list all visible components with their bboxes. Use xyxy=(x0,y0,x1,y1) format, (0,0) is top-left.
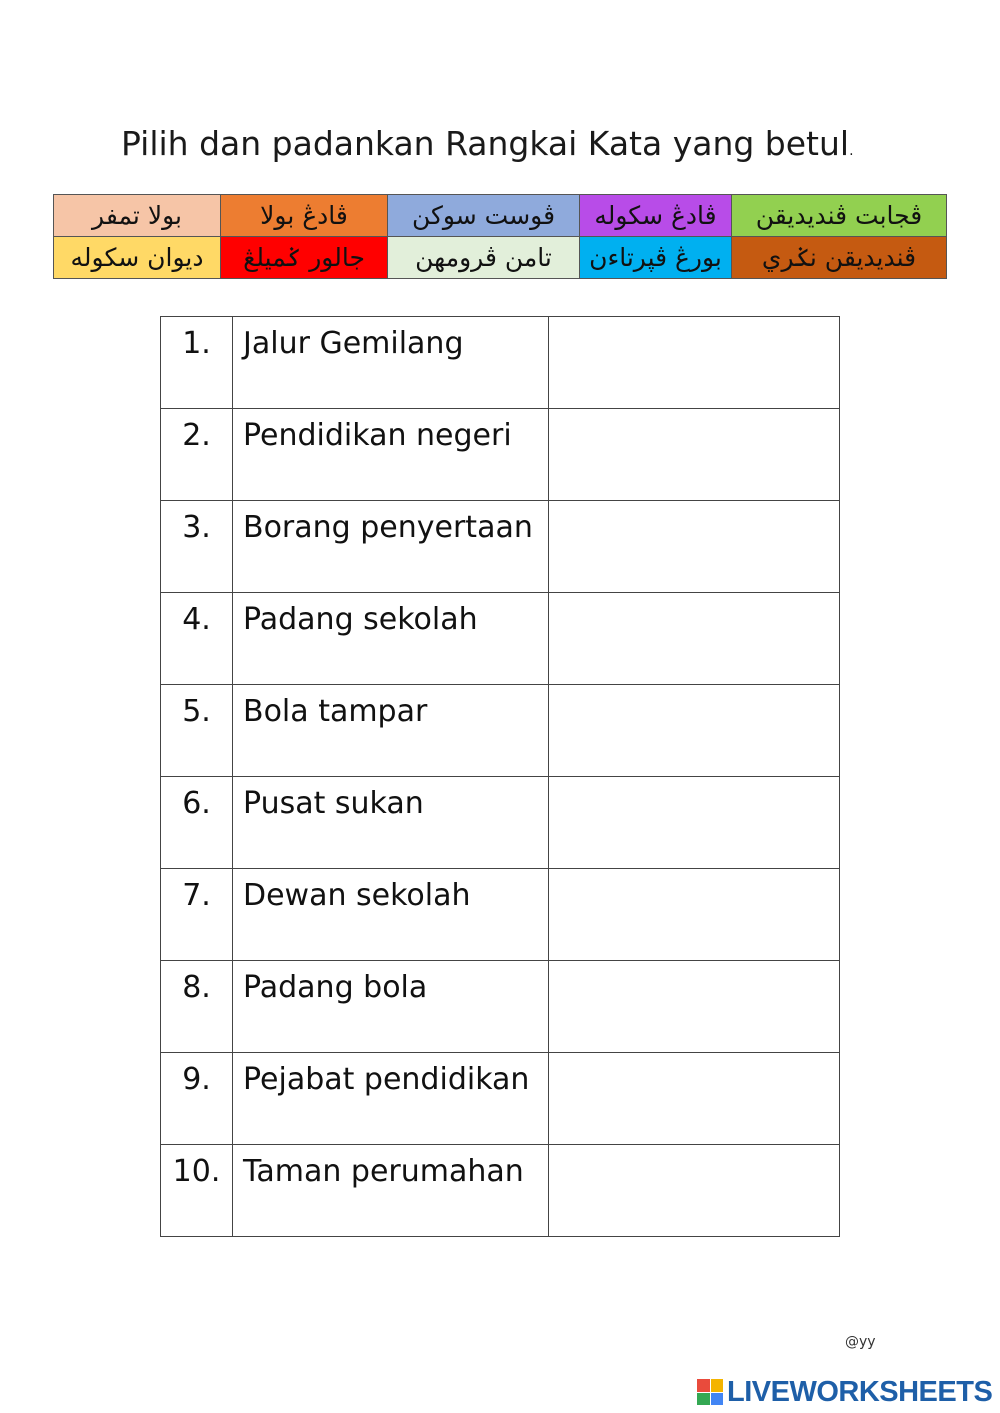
question-phrase: Jalur Gemilang xyxy=(233,317,549,409)
question-row xyxy=(161,1145,840,1237)
question-phrase: Borang penyertaan xyxy=(233,501,549,593)
logo-square xyxy=(697,1393,710,1406)
question-number: 1. xyxy=(161,317,233,409)
answer-drop-box[interactable] xyxy=(549,777,840,869)
logo-square xyxy=(711,1393,724,1406)
answer-drop-box[interactable] xyxy=(549,409,840,501)
question-number: 5. xyxy=(161,685,233,777)
question-row xyxy=(161,961,840,1053)
word-bank-option[interactable]: بولا تمفر xyxy=(54,195,221,237)
answer-drop-box[interactable] xyxy=(549,1053,840,1145)
question-number: 7. xyxy=(161,869,233,961)
word-bank-option[interactable]: ڤوست سوكن xyxy=(388,195,580,237)
word-bank-option[interactable]: ڤادڠ بولا xyxy=(221,195,388,237)
answer-drop-box[interactable] xyxy=(549,685,840,777)
question-row xyxy=(161,1053,840,1145)
question-number: 2. xyxy=(161,409,233,501)
answer-drop-box[interactable] xyxy=(549,1145,840,1237)
question-row xyxy=(161,593,840,685)
question-row xyxy=(161,869,840,961)
word-bank-option[interactable]: ڤجابت ڤنديديقن xyxy=(732,195,947,237)
logo-square xyxy=(697,1379,710,1392)
question-phrase: Pendidikan negeri xyxy=(233,409,549,501)
question-number: 3. xyxy=(161,501,233,593)
question-phrase: Pusat sukan xyxy=(233,777,549,869)
instruction-title xyxy=(121,124,854,163)
liveworksheets-brand xyxy=(697,1377,992,1407)
question-phrase: Padang bola xyxy=(233,961,549,1053)
answer-drop-box[interactable] xyxy=(549,961,840,1053)
word-bank-option[interactable]: جالور ݢميلڠ xyxy=(221,237,388,279)
question-phrase: Dewan sekolah xyxy=(233,869,549,961)
word-bank-option[interactable]: ڤنديديقن نݢري xyxy=(732,237,947,279)
question-number: 10. xyxy=(161,1145,233,1237)
word-bank-option[interactable]: ڤادڠ سکوله xyxy=(580,195,732,237)
question-phrase: Pejabat pendidikan xyxy=(233,1053,549,1145)
question-phrase: Padang sekolah xyxy=(233,593,549,685)
answer-drop-box[interactable] xyxy=(549,317,840,409)
word-bank-row xyxy=(54,195,947,237)
question-phrase: Bola tampar xyxy=(233,685,549,777)
instruction-text: Pilih dan padankan Rangkai Kata yang betul xyxy=(121,124,850,163)
question-phrase: Taman perumahan xyxy=(233,1145,549,1237)
question-row xyxy=(161,409,840,501)
instruction-dot: . xyxy=(849,143,854,159)
author-credit: @yy xyxy=(845,1334,876,1350)
matching-table xyxy=(160,316,840,1237)
question-number: 6. xyxy=(161,777,233,869)
question-number: 8. xyxy=(161,961,233,1053)
word-bank-option[interactable]: بورڠ ڤڽرتاءن xyxy=(580,237,732,279)
question-row xyxy=(161,317,840,409)
answer-drop-box[interactable] xyxy=(549,593,840,685)
word-bank xyxy=(53,194,947,279)
word-bank-option[interactable]: تامن ڤرومهن xyxy=(388,237,580,279)
brand-name: LIVEWORKSHEETS xyxy=(727,1375,993,1408)
liveworksheets-logo-icon xyxy=(697,1379,723,1405)
answer-drop-box[interactable] xyxy=(549,869,840,961)
word-bank-row xyxy=(54,237,947,279)
word-bank-option[interactable]: ديوان سکوله xyxy=(54,237,221,279)
question-row xyxy=(161,685,840,777)
logo-square xyxy=(711,1379,724,1392)
answer-drop-box[interactable] xyxy=(549,501,840,593)
question-row xyxy=(161,777,840,869)
question-row xyxy=(161,501,840,593)
question-number: 9. xyxy=(161,1053,233,1145)
question-number: 4. xyxy=(161,593,233,685)
